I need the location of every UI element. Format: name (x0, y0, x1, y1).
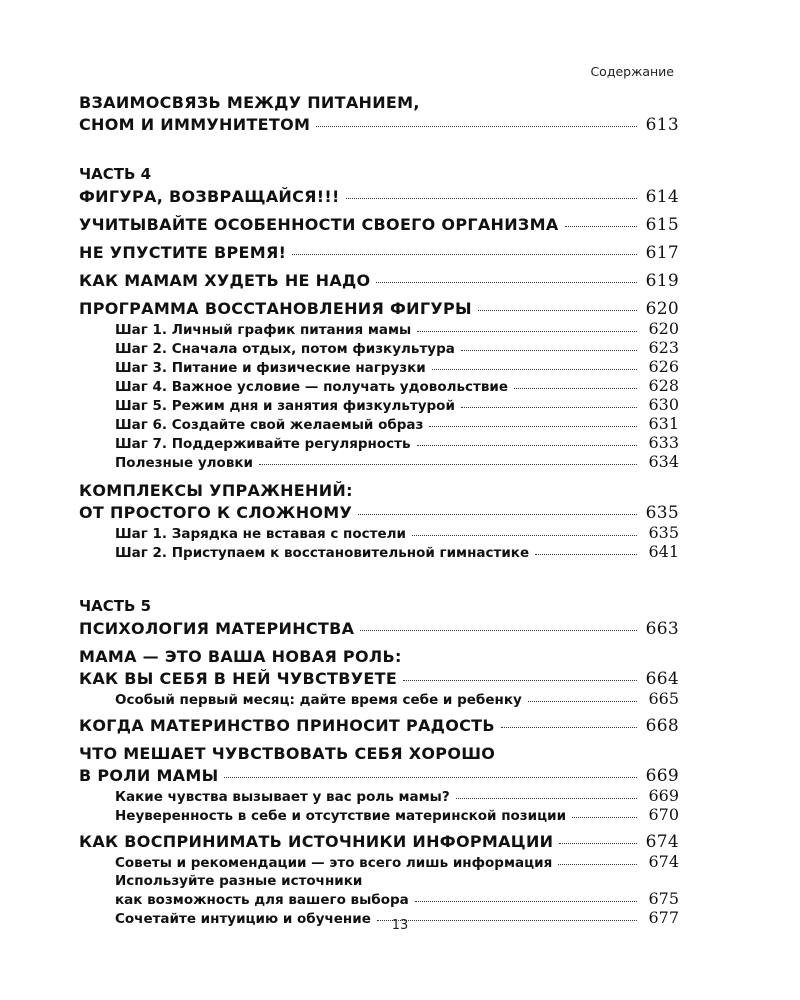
page-number: 13 (391, 918, 409, 933)
toc-entry-title: УЧИТЫВАЙТЕ ОСОБЕННОСТИ СВОЕГО ОРГАНИЗМА (79, 215, 559, 234)
dot-leader (572, 817, 637, 818)
toc-entry-title: В РОЛИ МАМЫ (79, 766, 219, 785)
toc-line (79, 270, 679, 292)
toc-entry-title: Шаг 2. Приступаем к восстановительной гимнастике (115, 545, 530, 561)
dot-leader (535, 554, 637, 555)
toc-line (79, 743, 679, 765)
toc-entry-title: ОТ ПРОСТОГО К СЛОЖНОМУ (79, 503, 353, 522)
dot-leader (259, 464, 637, 465)
toc-subentry (79, 434, 679, 453)
toc-entry (79, 214, 679, 236)
toc-part-heading (79, 164, 679, 184)
toc-page-number: 663 (645, 619, 679, 639)
toc-entry-title: МАМА — ЭТО ВАША НОВАЯ РОЛЬ: (79, 647, 402, 666)
toc-entry (79, 831, 679, 853)
toc-line (79, 480, 679, 502)
toc-entry-title: Шаг 7. Поддерживайте регулярность (115, 436, 411, 452)
dot-leader (358, 514, 637, 515)
toc-subentry (79, 415, 679, 434)
dot-leader (224, 777, 637, 778)
toc-entry-title: ЧАСТЬ 5 (79, 597, 152, 615)
toc-entry-title: ФИГУРА, ВОЗВРАЩАЙСЯ!!! (79, 187, 340, 206)
toc-entry-title: Какие чувства вызывает у вас роль мамы? (115, 789, 450, 805)
toc-page-number: 617 (645, 243, 679, 263)
toc-page-number: 674 (648, 852, 679, 871)
toc-page-number: 668 (645, 716, 679, 736)
toc-entry-title: как возможность для вашего выбора (115, 892, 409, 908)
toc-page-number: 669 (645, 766, 679, 786)
toc-line (115, 339, 679, 358)
toc-entry-title: Шаг 4. Важное условие — получать удовольствие (115, 379, 509, 395)
toc-subentry (79, 320, 679, 339)
dot-leader (565, 226, 638, 227)
toc-entry (79, 242, 679, 264)
dot-leader (432, 369, 637, 370)
toc-entry-title: КАК ВЫ СЕБЯ В НЕЙ ЧУВСТВУЕТЕ (79, 669, 398, 688)
toc-page-number: 613 (645, 115, 679, 135)
toc-page-number: 665 (648, 689, 679, 708)
toc-line (115, 358, 679, 377)
toc-entry-title: Шаг 6. Создайте свой желаемый образ (115, 417, 424, 433)
toc-subentry (79, 377, 679, 396)
dot-leader (528, 701, 637, 702)
toc-entry-title: КАК ВОСПРИНИМАТЬ ИСТОЧНИКИ ИНФОРМАЦИИ (79, 832, 554, 851)
toc-entry-title: Шаг 1. Личный график питания мамы (115, 322, 412, 338)
toc-line (115, 396, 679, 415)
toc-page-number: 635 (645, 503, 679, 523)
toc-entry-title: СНОМ И ИММУНИТЕТОМ (79, 115, 311, 134)
toc-entry (79, 298, 679, 320)
toc-entry (79, 715, 679, 737)
toc-page-number: 677 (648, 908, 679, 927)
toc-entry-title: Полезные уловки (115, 455, 253, 471)
toc-page-number: 630 (648, 395, 679, 414)
dot-leader (412, 535, 637, 536)
toc-entry-title: ПРОГРАММА ВОССТАНОВЛЕНИЯ ФИГУРЫ (79, 299, 472, 318)
toc-line (79, 715, 679, 737)
toc-entry-title: КОМПЛЕКСЫ УПРАЖНЕНИЙ: (79, 481, 353, 500)
toc-entry-title: Шаг 5. Режим дня и занятия физкультурой (115, 398, 455, 414)
toc-line (115, 415, 679, 434)
toc-page-number: 675 (648, 889, 679, 908)
dot-leader (415, 901, 637, 902)
dot-leader (514, 388, 637, 389)
toc-subentry (79, 339, 679, 358)
toc-part-heading (79, 596, 679, 616)
toc-entry-title: Сочетайте интуицию и обучение (115, 911, 371, 927)
toc-page-number: 631 (648, 414, 679, 433)
toc-page-number: 670 (648, 805, 679, 824)
toc-subentry (79, 690, 679, 709)
toc-line (79, 298, 679, 320)
toc-page-number: 674 (645, 832, 679, 852)
dot-leader (559, 843, 637, 844)
toc-entry-title: ВЗАИМОСВЯЗЬ МЕЖДУ ПИТАНИЕМ, (79, 93, 420, 112)
toc-page-number: 635 (648, 523, 679, 542)
dot-leader (316, 126, 637, 127)
dot-leader (417, 445, 637, 446)
dot-leader (360, 630, 637, 631)
toc-line (115, 890, 679, 909)
toc-line (79, 502, 679, 524)
toc-line (115, 806, 679, 825)
toc-line (115, 690, 679, 709)
toc-entry (79, 743, 679, 787)
toc-subentry (79, 358, 679, 377)
toc-line (79, 164, 679, 184)
toc-subentry (79, 453, 679, 472)
table-of-contents (79, 92, 679, 928)
toc-line (79, 765, 679, 787)
toc-line (79, 92, 679, 114)
dot-leader (478, 310, 637, 311)
toc-entry (79, 646, 679, 690)
toc-line (115, 434, 679, 453)
dot-leader (417, 331, 637, 332)
toc-page-number: 634 (648, 452, 679, 471)
toc-entry-title: Используйте разные источники (115, 873, 363, 889)
toc-line (115, 377, 679, 396)
toc-subentry (79, 396, 679, 415)
toc-line (79, 114, 679, 136)
toc-entry-title: ЧТО МЕШАЕТ ЧУВСТВОВАТЬ СЕБЯ ХОРОШО (79, 744, 496, 763)
toc-subentry (79, 787, 679, 806)
toc-page-number: 615 (645, 215, 679, 235)
dot-leader (403, 680, 637, 681)
toc-entry-title: КАК МАМАМ ХУДЕТЬ НЕ НАДО (79, 271, 371, 290)
toc-line (79, 646, 679, 668)
dot-leader (558, 864, 637, 865)
dot-leader (461, 407, 637, 408)
toc-line (115, 453, 679, 472)
toc-subentry (79, 853, 679, 872)
toc-subentry (79, 543, 679, 562)
dot-leader (461, 350, 637, 351)
toc-line (115, 787, 679, 806)
toc-entry-title: Шаг 1. Зарядка не вставая с постели (115, 526, 406, 542)
toc-entry (79, 270, 679, 292)
toc-subentry (79, 524, 679, 543)
toc-line (79, 186, 679, 208)
toc-page-number: 626 (648, 357, 679, 376)
dot-leader (376, 282, 637, 283)
toc-page-number: 641 (648, 542, 679, 561)
toc-entry (79, 480, 679, 524)
dot-leader (456, 798, 637, 799)
dot-leader (501, 727, 637, 728)
dot-leader (292, 254, 637, 255)
toc-line (115, 320, 679, 339)
toc-line (115, 543, 679, 562)
toc-page-number: 614 (645, 187, 679, 207)
toc-entry (79, 186, 679, 208)
dot-leader (346, 198, 637, 199)
toc-entry-title: Шаг 2. Сначала отдых, потом физкультура (115, 341, 455, 357)
running-head: Содержание (590, 64, 674, 79)
toc-entry-title: Особый первый месяц: дайте время себе и ребенку (115, 692, 522, 708)
toc-page-number: 620 (645, 299, 679, 319)
toc-page-number: 628 (648, 376, 679, 395)
toc-line (115, 524, 679, 543)
toc-line (79, 668, 679, 690)
toc-line (115, 872, 679, 890)
toc-page-number: 669 (648, 786, 679, 805)
toc-entry-title: ЧАСТЬ 4 (79, 165, 152, 183)
toc-subentry (79, 872, 679, 909)
toc-entry-title: КОГДА МАТЕРИНСТВО ПРИНОСИТ РАДОСТЬ (79, 716, 495, 735)
toc-line (79, 831, 679, 853)
toc-line (115, 853, 679, 872)
toc-page-number: 619 (645, 271, 679, 291)
toc-line (79, 242, 679, 264)
toc-page-number: 623 (648, 338, 679, 357)
toc-page-number: 664 (645, 669, 679, 689)
toc-line (79, 596, 679, 616)
toc-entry-title: НЕ УПУСТИТЕ ВРЕМЯ! (79, 243, 287, 262)
toc-entry-title: Неуверенность в себе и отсутствие материнской позиции (115, 808, 567, 824)
toc-entry-title: Советы и рекомендации — это всего лишь информация (115, 855, 553, 871)
toc-entry (79, 618, 679, 640)
toc-line (79, 618, 679, 640)
toc-line (79, 214, 679, 236)
toc-entry (79, 92, 679, 136)
toc-page-number: 620 (648, 319, 679, 338)
dot-leader (429, 426, 637, 427)
toc-entry-title: Шаг 3. Питание и физические нагрузки (115, 360, 426, 376)
toc-entry-title: ПСИХОЛОГИЯ МАТЕРИНСТВА (79, 619, 355, 638)
toc-page-number: 633 (648, 433, 679, 452)
toc-subentry (79, 806, 679, 825)
